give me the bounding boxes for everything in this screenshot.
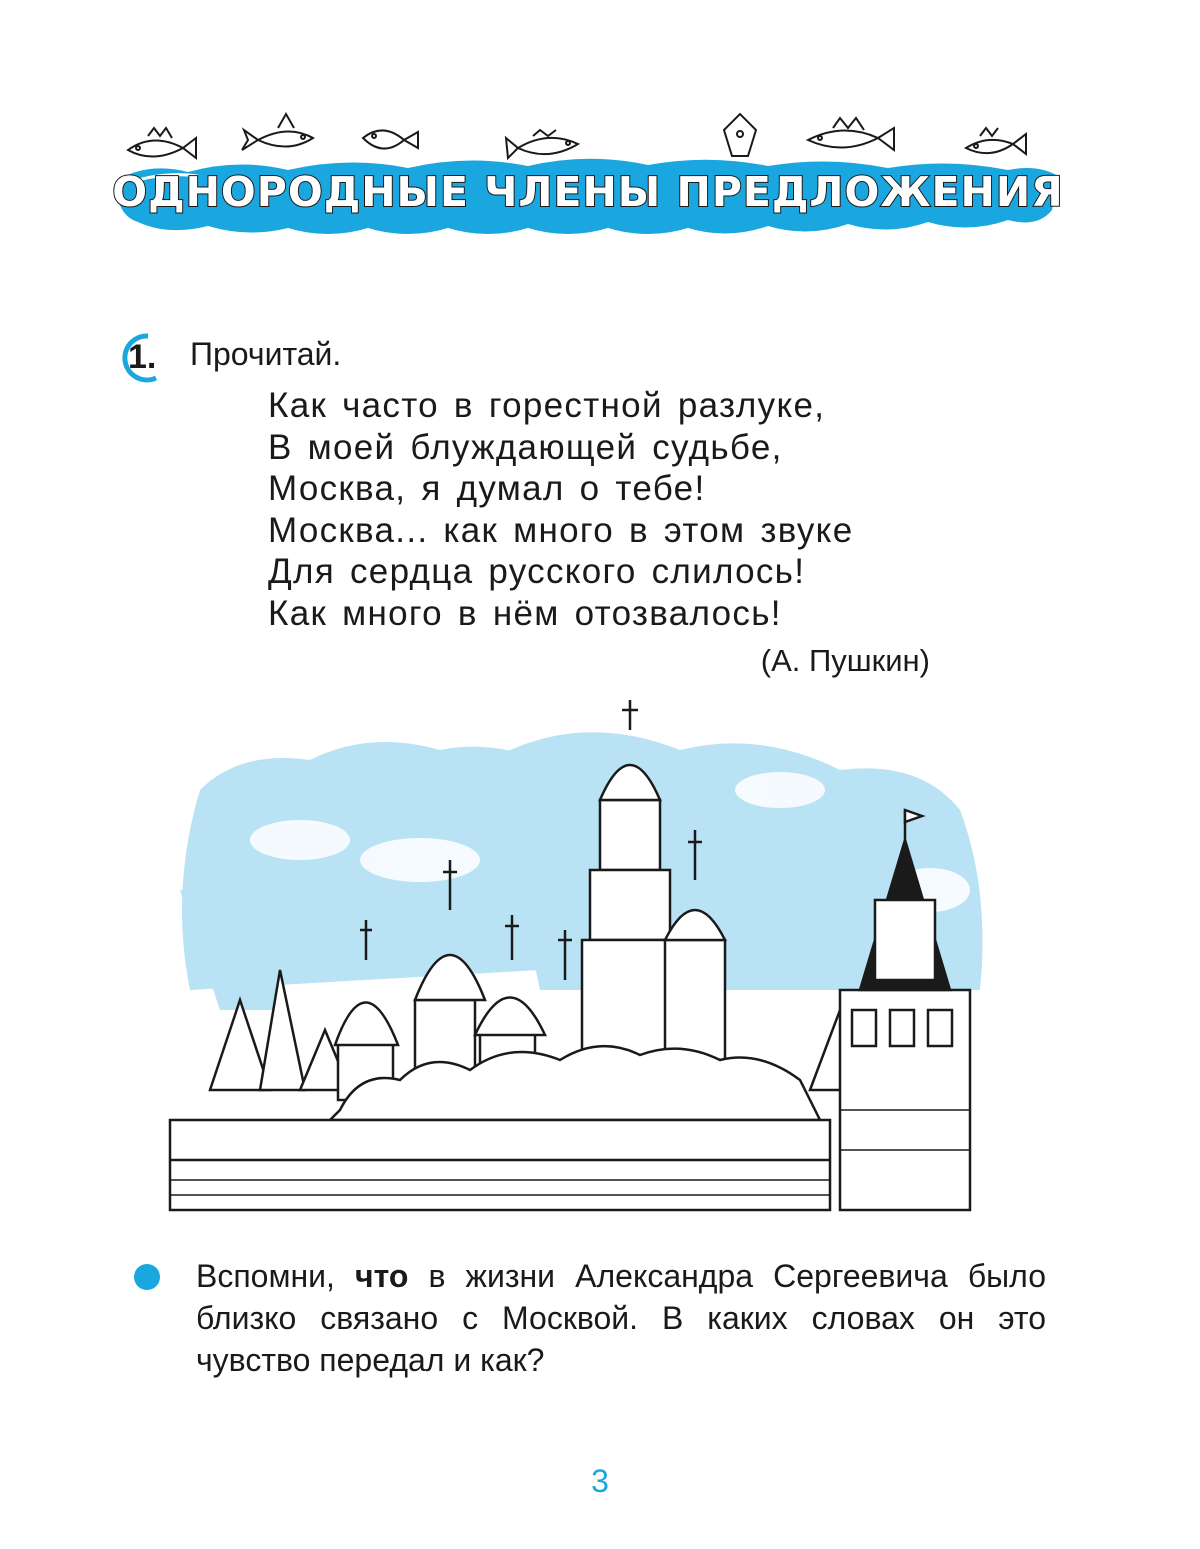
poem [268, 385, 853, 634]
poem-line: Москва, я думал о тебе! [268, 469, 706, 508]
poem-line: Как много в нём отозвалось! [268, 593, 782, 633]
poem-line: Для сердца русского слилось! [268, 552, 806, 591]
fish-icon [966, 128, 1026, 154]
question-part: в жизни Александра Сергеевича было близко связано с Москвой. В каких словах он это чувство передал и как? [196, 1258, 1047, 1378]
poem-line: В моей блуждающей судьбе, [268, 427, 783, 467]
fish-icon [242, 114, 313, 150]
fish-icon [724, 114, 756, 156]
bullet-dot-icon [134, 1264, 160, 1290]
fish-icon [363, 130, 418, 148]
section-banner [108, 110, 1068, 260]
kremlin-illustration [160, 690, 1000, 1220]
question-emphasis: что [355, 1258, 409, 1294]
task-number: 1. [128, 338, 157, 376]
fish-icon [506, 130, 578, 158]
section-title: ОДНОРОДНЫЕ ЧЛЕНЫ ПРЕДЛОЖЕНИЯ [112, 168, 1064, 216]
fish-icon [808, 118, 894, 150]
fish-icon [128, 128, 196, 158]
poem-line: Москва... как много в этом звуке [268, 510, 854, 550]
question-part: Вспомни, [196, 1258, 355, 1294]
page-number: 3 [591, 1463, 609, 1499]
question-text [196, 1255, 1046, 1381]
poem-line: Как часто в горестной разлуке, [268, 386, 826, 425]
task-instruction: Прочитай. [190, 336, 342, 372]
poem-author: (А. Пушкин) [760, 643, 930, 678]
